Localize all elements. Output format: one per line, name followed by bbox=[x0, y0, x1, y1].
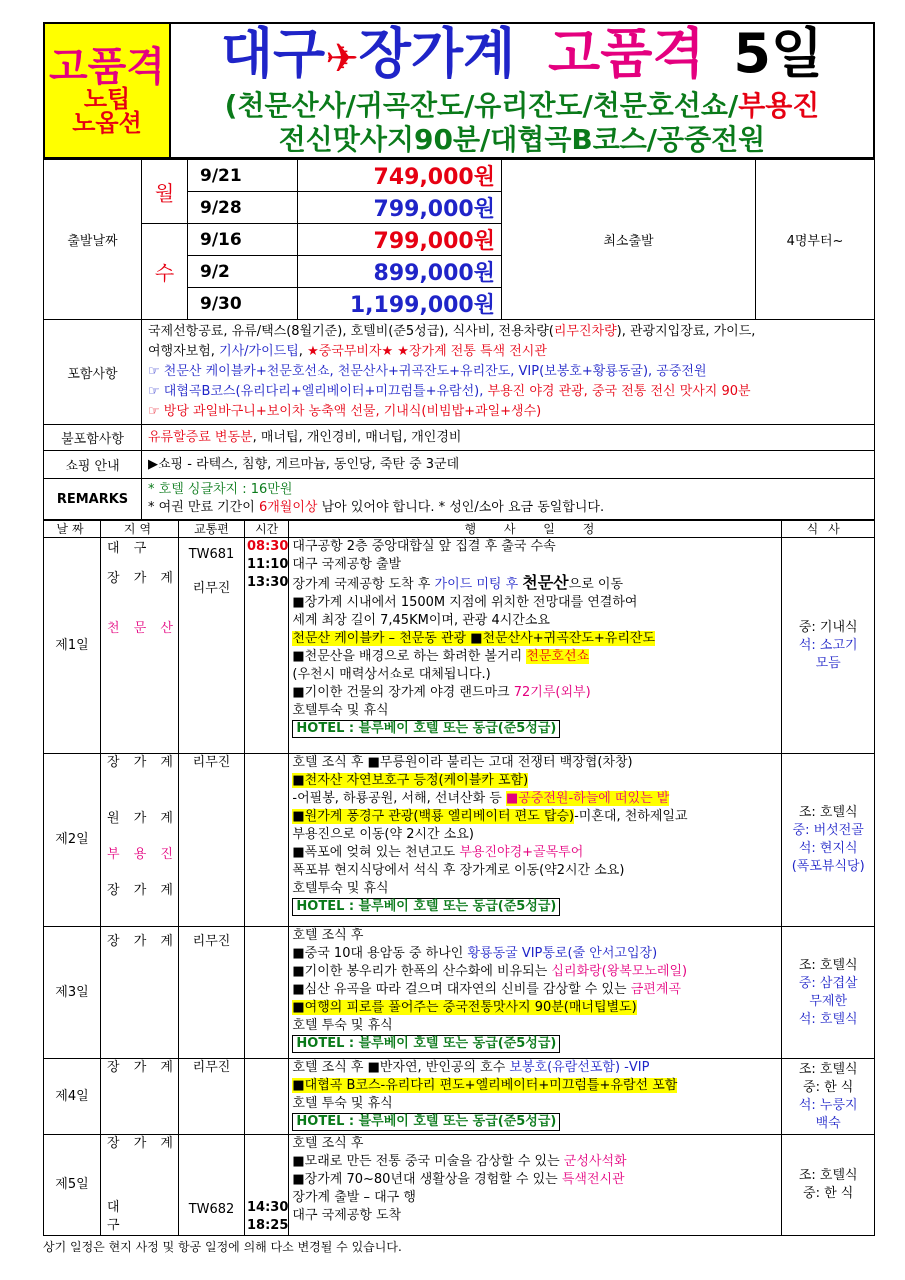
meal: 중: 한 식 bbox=[803, 1079, 854, 1095]
itinerary-cell bbox=[289, 754, 782, 927]
itin-line bbox=[292, 790, 781, 808]
itin-text: ■기이한 봉우리가 한폭의 산수화에 비유되는 bbox=[292, 964, 552, 979]
hotel-info: HOTEL : 블루베이 호텔 또는 동급(준5성급) bbox=[292, 1035, 560, 1053]
trans-cell bbox=[179, 927, 245, 1059]
itin-line bbox=[292, 1153, 781, 1171]
title-grade: 고품격 bbox=[548, 22, 705, 85]
header-table bbox=[43, 22, 875, 159]
meal: (폭포뷰식당) bbox=[791, 859, 865, 874]
itin-hl: ■천문산사+귀곡잔도+유리잔도 bbox=[470, 631, 656, 646]
itin-blue: 보봉호(유람선포함) -VIP bbox=[509, 1060, 650, 1075]
col-region: 지역 bbox=[101, 521, 179, 538]
itin-line bbox=[292, 945, 781, 963]
itin-text: ■천문산을 배경으로 하는 화려한 볼거리 bbox=[292, 649, 527, 664]
title-sub2: 전신맛사지90분/대협곡B코스/공중전원 bbox=[278, 123, 766, 156]
itin-line bbox=[292, 684, 781, 702]
transport: 리무진 bbox=[192, 755, 231, 770]
meal: 조: 호텔식 bbox=[798, 957, 858, 973]
airplane-icon: ✈ bbox=[325, 36, 359, 82]
itin-text: ■심산 유곡을 따라 걸으며 대자연의 신비를 감상할 수 있는 bbox=[292, 982, 631, 997]
itin-line: 대구 국제공항 출발 bbox=[292, 557, 402, 572]
itin-line bbox=[292, 648, 781, 666]
region-cell bbox=[101, 927, 179, 1059]
region: 대 구 bbox=[107, 1200, 160, 1233]
time-cell bbox=[245, 754, 289, 927]
itin-line: 대구공항 2층 중앙대합실 앞 집결 후 출국 수속 bbox=[292, 539, 556, 554]
itin-text: 으로 이동 bbox=[568, 577, 624, 592]
meal: 조: 호텔식 bbox=[798, 805, 858, 820]
region: 장 가 계 bbox=[107, 1060, 178, 1075]
remarks-text: * 여권 만료 기간이 bbox=[148, 500, 259, 515]
itin-line bbox=[292, 1059, 781, 1077]
time-cell bbox=[245, 1135, 289, 1236]
itin-hl: 천문산 케이블카 – 천문동 관광 bbox=[292, 631, 471, 646]
itin-line: 호텔투숙 및 휴식 bbox=[292, 703, 389, 718]
meal-cell bbox=[782, 927, 875, 1059]
trans-cell bbox=[179, 754, 245, 927]
region: 대 구 bbox=[107, 541, 152, 556]
itin-line bbox=[292, 574, 781, 594]
region-cell bbox=[101, 538, 179, 754]
itin-text: ■장가계 70~80년대 생활상을 경험할 수 있는 bbox=[292, 1172, 562, 1187]
itin-text: 장가계 국제공항 도착 후 bbox=[292, 577, 435, 592]
region: 장 가 계 bbox=[107, 755, 178, 770]
meal: 중: 기내식 bbox=[798, 619, 858, 635]
included-line: 국제선항공료, 유류/택스(8월기준), 호텔비(준5성급), 식사비, 전용차량( bbox=[148, 324, 554, 339]
itin-mag: 십리화랑(왕복모노레일) bbox=[551, 964, 688, 979]
itin-big: 천문산 bbox=[522, 573, 569, 592]
day-row bbox=[44, 1135, 875, 1236]
itin-text: -어필봉, 하룡공원, 서해, 선녀산화 등 bbox=[292, 791, 506, 806]
time-cell bbox=[245, 1059, 289, 1135]
itin-line: 대구 국제공항 도착 bbox=[292, 1208, 402, 1223]
included-label: 포함사항 bbox=[44, 320, 142, 425]
min-departure-label: 최소출발 bbox=[502, 160, 756, 320]
page-title bbox=[175, 24, 869, 89]
itin-line: 호텔투숙 및 휴식 bbox=[292, 881, 389, 896]
region: 장 가 계 bbox=[107, 934, 178, 949]
col-day: 날짜 bbox=[44, 521, 101, 538]
min-departure-value: 4명부터~ bbox=[756, 160, 875, 320]
meal bbox=[782, 637, 874, 655]
brand-line3: 노옵션 bbox=[72, 108, 142, 137]
excluded-red: 유류할증료 변동분 bbox=[148, 429, 253, 445]
remarks-content bbox=[142, 479, 875, 520]
itin-blue: 황룡동굴 VIP통로(줄 안서고입장) bbox=[467, 946, 658, 961]
itinerary-cell bbox=[289, 1135, 782, 1236]
transport: TW682 bbox=[188, 1202, 235, 1217]
hotel-info: HOTEL : 블루베이 호텔 또는 동급(준5성급) bbox=[292, 720, 560, 738]
meal-cell bbox=[782, 538, 875, 754]
excluded-content bbox=[142, 425, 875, 451]
date-cell: 9/2 bbox=[188, 256, 298, 288]
day-mon: 월 bbox=[142, 160, 188, 224]
transport: 리무진 bbox=[192, 581, 231, 596]
itin-mag: 특색전시관 bbox=[561, 1172, 625, 1187]
title-to: 장가계 bbox=[358, 22, 516, 85]
title-days: 5일 bbox=[733, 22, 824, 85]
day-label: 제1일 bbox=[44, 538, 101, 754]
itin-text: ■폭포에 엊혀 있는 천년고도 bbox=[292, 845, 460, 860]
itin-mag: 군성사석화 bbox=[563, 1154, 627, 1169]
trans-cell bbox=[179, 1135, 245, 1236]
title-from: 대구 bbox=[220, 22, 326, 85]
excluded-label: 불포함사항 bbox=[44, 425, 142, 451]
shopping-content: ▶쇼핑 - 라텍스, 침향, 게르마늄, 동인당, 죽탄 중 3군데 bbox=[142, 451, 875, 479]
itin-mag: 금편계곡 bbox=[630, 982, 681, 997]
region: 장 가 계 bbox=[107, 1136, 178, 1151]
meal-cell bbox=[782, 754, 875, 927]
itin-hl: ■대협곡 B코스-유리다리 편도+엘리베이터+미끄럼틀+유람선 포함 bbox=[292, 1078, 678, 1093]
itin-hl: ■원가계 풍경구 관광(백룡 엘리베이터 편도 탑승) bbox=[292, 809, 575, 824]
itin-line: (우천시 매력상서쇼로 대체됩니다.) bbox=[292, 667, 491, 682]
itin-line: 폭포뷰 현지식당에서 석식 후 장가계로 이동(약2시간 소요) bbox=[292, 863, 625, 878]
itin-mag: 72기루(외부) bbox=[513, 685, 591, 700]
itin-hl: ■천자산 자연보호구 등정(케이블카 포함) bbox=[292, 773, 529, 788]
itin-line: 호텔 조식 후 bbox=[292, 1136, 364, 1151]
included-sep: , bbox=[298, 344, 308, 359]
included-red: ★중국무비자★ ★장가계 전통 특색 전시관 bbox=[307, 344, 547, 359]
meal: 조: 호텔식 bbox=[798, 1168, 858, 1183]
meal: 석: 누룽지 bbox=[798, 1097, 858, 1113]
itinerary-cell bbox=[289, 1059, 782, 1135]
region: 원 가 계 bbox=[107, 811, 178, 826]
itin-line: 호텔 조식 후 bbox=[292, 928, 364, 943]
itin-line bbox=[292, 844, 781, 862]
itin-text: ■기이한 건물의 장가계 야경 랜드마크 bbox=[292, 685, 514, 700]
region: 장 가 계 bbox=[107, 571, 178, 586]
meal: 석: 호텔식 bbox=[798, 1011, 858, 1027]
itin-line: 호텔 투숙 및 휴식 bbox=[292, 1018, 393, 1033]
day-wed: 수 bbox=[142, 224, 188, 320]
meal: 중: 한 식 bbox=[803, 1186, 854, 1201]
included-red: 부용진 야경 관광, 중국 전통 전신 맛사지 90분 bbox=[487, 384, 751, 399]
day-label: 제5일 bbox=[44, 1135, 101, 1236]
time-cell bbox=[245, 538, 289, 754]
region-cell bbox=[101, 1135, 179, 1236]
time: 18:25 bbox=[247, 1218, 289, 1233]
itin-line bbox=[292, 630, 781, 648]
itin-line: 장가계 출발 – 대구 행 bbox=[292, 1190, 416, 1205]
included-line: ☞ 방당 과일바구니+보이차 농축액 선물, 기내식(비빔밥+과일+생수) bbox=[148, 404, 542, 419]
col-meal: 식사 bbox=[782, 521, 875, 538]
itin-text: ■모래로 만든 전통 중국 미술을 감상할 수 있는 bbox=[292, 1154, 564, 1169]
itin-mag: 부용진야경+골목투어 bbox=[459, 845, 584, 860]
date-cell: 9/21 bbox=[188, 160, 298, 192]
itin-line: 부용진으로 이동(약 2시간 소요) bbox=[292, 827, 474, 842]
included-line: ☞ 천문산 케이블카+천문호선쇼, 천문산사+귀곡잔도+유리잔도, VIP(보봉호+황룡동굴), 공중전원 bbox=[148, 364, 707, 379]
region: 장 가 계 bbox=[107, 883, 178, 898]
included-content bbox=[142, 320, 875, 425]
date-cell: 9/16 bbox=[188, 224, 298, 256]
itinerary-cell bbox=[289, 927, 782, 1059]
price-cell: 799,000원 bbox=[298, 224, 502, 256]
itin-line bbox=[292, 981, 781, 999]
brand-line1: 고품격 bbox=[49, 43, 165, 90]
trans-cell bbox=[179, 1059, 245, 1135]
departure-label: 출발날짜 bbox=[44, 160, 142, 320]
meal-cell bbox=[782, 1135, 875, 1236]
day-row bbox=[44, 927, 875, 1059]
included-red: 리무진차량 bbox=[553, 324, 617, 339]
meal-text: 석: 소고기 bbox=[798, 637, 858, 653]
itin-line bbox=[292, 1171, 781, 1189]
title-sub1 bbox=[175, 89, 869, 123]
hotel-info: HOTEL : 블루베이 호텔 또는 동급(준5성급) bbox=[292, 1113, 560, 1131]
region: 천 문 산 bbox=[107, 621, 178, 636]
price-cell: 799,000원 bbox=[298, 192, 502, 224]
shopping-label: 쇼핑 안내 bbox=[44, 451, 142, 479]
price-cell: 1,199,000원 bbox=[298, 288, 502, 320]
time: 14:30 bbox=[247, 1200, 289, 1215]
itin-line: 세계 최장 길이 7,45KM이며, 관광 4시간소요 bbox=[292, 613, 550, 628]
schedule-table bbox=[43, 520, 875, 1236]
time: 13:30 bbox=[247, 575, 289, 590]
meal: 백숙 bbox=[815, 1115, 841, 1131]
footer-note: 상기 일정은 현지 사정 및 항공 일정에 의해 다소 변경될 수 있습니다. bbox=[43, 1240, 402, 1254]
day-row bbox=[44, 1059, 875, 1135]
transport: 리무진 bbox=[192, 934, 231, 949]
itin-line bbox=[292, 808, 781, 826]
meal: 석: 현지식 bbox=[798, 841, 858, 856]
brand-line2: 노팁 bbox=[83, 84, 131, 113]
date-cell: 9/30 bbox=[188, 288, 298, 320]
meal: 중: 삼겹살 bbox=[798, 975, 858, 991]
itin-text: ■중국 10대 용암동 중 하나인 bbox=[292, 946, 468, 961]
itin-hl: ■여행의 피로를 풀어주는 중국전통맛사지 90분(매너팁별도) bbox=[292, 1000, 637, 1015]
col-time: 시간 bbox=[245, 521, 289, 538]
itin-text: -미혼대, 천하제일교 bbox=[574, 809, 688, 824]
meal: 중: 버섯전골 bbox=[792, 823, 864, 838]
region: 부 용 진 bbox=[107, 847, 178, 862]
day-label: 제3일 bbox=[44, 927, 101, 1059]
time: 11:10 bbox=[247, 557, 289, 572]
itin-line: 호텔 조식 후 ■무릉원이라 불리는 고대 전쟁터 백장협(차창) bbox=[292, 755, 633, 770]
region-cell bbox=[101, 754, 179, 927]
itin-text: 호텔 조식 후 ■반자연, 반인공의 호수 bbox=[292, 1060, 510, 1075]
time: 08:30 bbox=[247, 539, 289, 554]
col-itinerary: 행 사 일 정 bbox=[289, 521, 782, 538]
date-cell: 9/28 bbox=[188, 192, 298, 224]
brand-box bbox=[44, 23, 170, 158]
day-row bbox=[44, 754, 875, 927]
region-cell bbox=[101, 1059, 179, 1135]
included-blue: ☞ 대협곡B코스(유리다리+엘리베이터+미끄럼틀+유람선), bbox=[148, 384, 488, 399]
itin-line: 호텔 투숙 및 휴식 bbox=[292, 1096, 393, 1111]
price-cell: 899,000원 bbox=[298, 256, 502, 288]
included-blue: 기사/가이드팁 bbox=[219, 344, 299, 359]
title-box bbox=[170, 23, 874, 158]
excluded-rest: , 매너팁, 개인경비, 매너팁, 개인경비 bbox=[252, 429, 462, 445]
remarks-red: 6개월이상 bbox=[258, 500, 318, 515]
transport: TW681 bbox=[188, 547, 235, 562]
itin-red: 천문호선쇼 bbox=[526, 649, 590, 664]
remarks-line: * 호텔 싱글차지 : 16만원 bbox=[148, 482, 293, 497]
col-trans: 교통편 bbox=[179, 521, 245, 538]
trans-cell bbox=[179, 538, 245, 754]
itinerary-sheet bbox=[43, 22, 875, 1255]
itin-line: ■장가계 시내에서 1500M 지점에 위치한 전망대를 연결하여 bbox=[292, 595, 638, 610]
day-label: 제4일 bbox=[44, 1059, 101, 1135]
time-cell bbox=[245, 927, 289, 1059]
included-line: 여행자보험, bbox=[148, 344, 220, 359]
day-label: 제2일 bbox=[44, 754, 101, 927]
transport: 리무진 bbox=[192, 1060, 231, 1075]
price-cell: 749,000원 bbox=[298, 160, 502, 192]
itin-blue: 가이드 미팅 후 bbox=[434, 577, 523, 592]
remarks-label: REMARKS bbox=[44, 479, 142, 520]
meal: 조: 호텔식 bbox=[798, 1061, 858, 1077]
title-sub1-text: (천문산사/귀곡잔도/유리잔도/천문호선쇼/ bbox=[224, 89, 739, 122]
hotel-info: HOTEL : 블루베이 호텔 또는 동급(준5성급) bbox=[292, 898, 560, 916]
itin-hl: ■공중전원-하늘에 떠있는 밭 bbox=[505, 791, 670, 806]
meal-cell bbox=[782, 1059, 875, 1135]
info-table bbox=[43, 159, 875, 520]
title-sub1-red: 부용진 bbox=[738, 89, 820, 122]
day-row bbox=[44, 538, 875, 754]
itin-line bbox=[292, 963, 781, 981]
meal: 모듬 bbox=[815, 655, 841, 671]
meal: 무제한 bbox=[809, 993, 848, 1009]
remarks-text: 남아 있어야 합니다. * 성인/소아 요금 동일합니다. bbox=[317, 500, 605, 515]
itinerary-cell bbox=[289, 538, 782, 754]
included-line: ), 관광지입장료, 가이드, bbox=[616, 324, 756, 339]
